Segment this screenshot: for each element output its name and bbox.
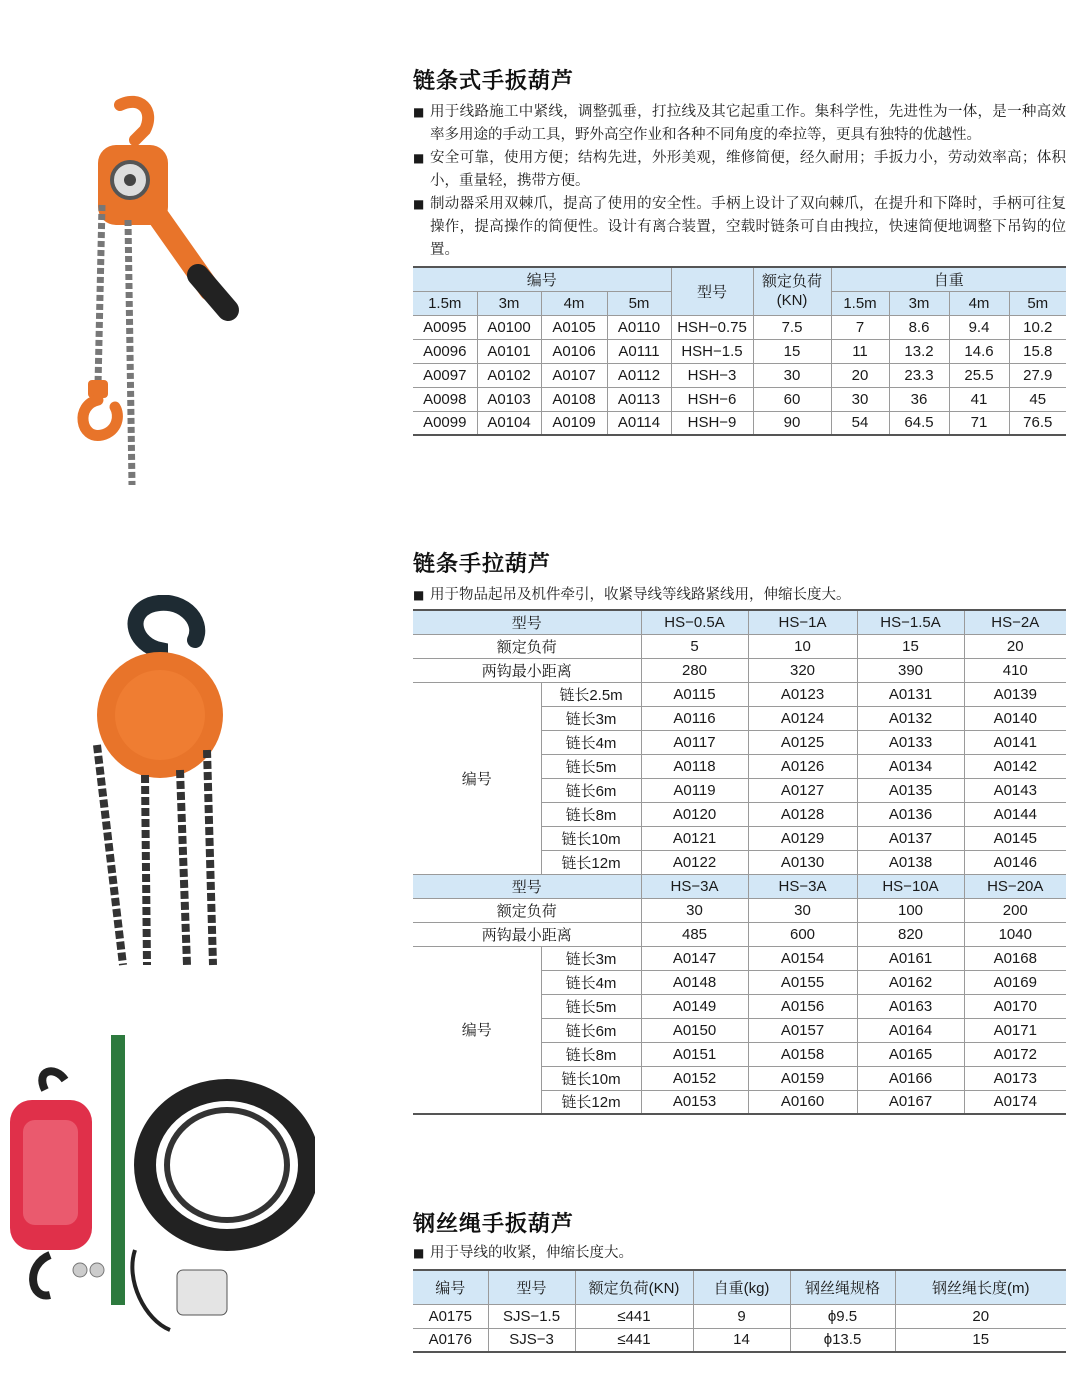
section-title: 钢丝绳手扳葫芦	[413, 1212, 575, 1237]
table-cell: A0110	[607, 315, 671, 339]
table-cell: 45	[1009, 387, 1066, 411]
table-cell: A0147	[641, 946, 748, 970]
chain-length: 链长8m	[541, 1042, 641, 1066]
chain-length: 链长6m	[541, 1018, 641, 1042]
table-cell: A0104	[477, 411, 541, 435]
table-cell: 27.9	[1009, 363, 1066, 387]
table-cell: A0122	[641, 850, 748, 874]
distance-row	[413, 922, 1066, 946]
header-length: 1.5m	[413, 291, 477, 315]
header-length: 3m	[477, 291, 541, 315]
table-cell: A0145	[964, 826, 1066, 850]
table-cell: A0109	[541, 411, 607, 435]
header-cell: 自重(kg)	[693, 1270, 790, 1304]
table-cell: 20	[831, 363, 889, 387]
table-cell: A0124	[748, 706, 857, 730]
header-length: 5m	[1009, 291, 1066, 315]
load-row	[413, 634, 1066, 658]
header-length: 1.5m	[831, 291, 889, 315]
table-cell: A0161	[857, 946, 964, 970]
table-cell: HSH−1.5	[671, 339, 753, 363]
table-row	[413, 363, 1066, 387]
table-row	[413, 1304, 1066, 1328]
table-cell: 13.2	[889, 339, 949, 363]
code-label: 编号	[413, 946, 541, 1114]
table-cell: A0138	[857, 850, 964, 874]
table-cell: A0154	[748, 946, 857, 970]
table-row	[413, 315, 1066, 339]
table-cell: 9	[693, 1304, 790, 1328]
table-cell: 15	[857, 634, 964, 658]
table-cell: A0173	[964, 1066, 1066, 1090]
table-cell: HS−0.5A	[641, 610, 748, 634]
table-cell: A0139	[964, 682, 1066, 706]
table-cell: SJS−1.5	[488, 1304, 575, 1328]
wire-rope-hoist-table	[413, 1269, 1066, 1353]
table-cell: 10.2	[1009, 315, 1066, 339]
lever-hoist-image	[60, 95, 250, 490]
table-cell: 14	[693, 1328, 790, 1352]
chain-length: 链长3m	[541, 706, 641, 730]
table-cell: A0176	[413, 1328, 488, 1352]
table-cell: A0152	[641, 1066, 748, 1090]
table-cell: A0100	[477, 315, 541, 339]
table-cell: A0131	[857, 682, 964, 706]
table-cell: A0143	[964, 778, 1066, 802]
table-cell: 7.5	[753, 315, 831, 339]
table-cell: A0095	[413, 315, 477, 339]
code-row	[413, 946, 1066, 970]
table-cell: A0123	[748, 682, 857, 706]
table-cell: 7	[831, 315, 889, 339]
table-cell: A0172	[964, 1042, 1066, 1066]
table-cell: A0101	[477, 339, 541, 363]
table-cell: A0150	[641, 1018, 748, 1042]
header-length: 4m	[541, 291, 607, 315]
table-cell: A0114	[607, 411, 671, 435]
table-row	[413, 1328, 1066, 1352]
chain-length: 链长12m	[541, 850, 641, 874]
table-row	[413, 387, 1066, 411]
table-cell: A0118	[641, 754, 748, 778]
table-cell: HS−1.5A	[857, 610, 964, 634]
code-row	[413, 682, 1066, 706]
table-cell: A0130	[748, 850, 857, 874]
table-cell: HSH−3	[671, 363, 753, 387]
table-cell: 14.6	[949, 339, 1009, 363]
table-cell: A0167	[857, 1090, 964, 1114]
table-cell: 15	[895, 1328, 1066, 1352]
bullet-text: ■ 用于物品起吊及机件牵引，收紧导线等线路紧线用，伸缩长度大。	[413, 584, 1066, 607]
table-cell: A0132	[857, 706, 964, 730]
wire-rope-hoist-image	[5, 1030, 315, 1345]
header-cell: 钢丝绳规格	[790, 1270, 895, 1304]
chain-hoist-section	[413, 547, 1066, 1115]
table-cell: A0105	[541, 315, 607, 339]
table-cell: 485	[641, 922, 748, 946]
table-cell: A0111	[607, 339, 671, 363]
table-cell: HSH−0.75	[671, 315, 753, 339]
table-cell: 60	[753, 387, 831, 411]
table-cell: A0106	[541, 339, 607, 363]
chain-length: 链长12m	[541, 1090, 641, 1114]
table-cell: A0128	[748, 802, 857, 826]
table-cell: A0170	[964, 994, 1066, 1018]
table-cell: A0119	[641, 778, 748, 802]
table-cell: 30	[748, 898, 857, 922]
header-length: 4m	[949, 291, 1009, 315]
table-cell: A0168	[964, 946, 1066, 970]
load-row	[413, 898, 1066, 922]
table-cell: 71	[949, 411, 1009, 435]
table-cell: A0144	[964, 802, 1066, 826]
table-cell: 9.4	[949, 315, 1009, 339]
chain-hoist-image	[85, 595, 235, 975]
table-row	[413, 339, 1066, 363]
table-cell: A0125	[748, 730, 857, 754]
table-cell: 30	[641, 898, 748, 922]
table-cell: 30	[831, 387, 889, 411]
table-cell: 64.5	[889, 411, 949, 435]
table-cell: 410	[964, 658, 1066, 682]
table-cell: A0141	[964, 730, 1066, 754]
code-label: 编号	[413, 682, 541, 874]
table-cell: A0135	[857, 778, 964, 802]
table-cell: A0096	[413, 339, 477, 363]
table-cell: ϕ9.5	[790, 1304, 895, 1328]
table-cell: A0126	[748, 754, 857, 778]
table-cell: A0134	[857, 754, 964, 778]
chain-length: 链长8m	[541, 802, 641, 826]
table-cell: HS−3A	[748, 874, 857, 898]
table-cell: 8.6	[889, 315, 949, 339]
table-cell: A0153	[641, 1090, 748, 1114]
table-cell: 25.5	[949, 363, 1009, 387]
table-cell: A0159	[748, 1066, 857, 1090]
table-cell: A0162	[857, 970, 964, 994]
table-cell: HS−20A	[964, 874, 1066, 898]
wire-rope-hoist-section	[413, 1207, 1066, 1353]
bullet-text: ■ 用于线路施工中紧线，调整弧垂，打拉线及其它起重工作。集科学性，先进性为一体，是一种高效率多用途的手动工具，野外高空作业和各种不同角度的牵拉等，更具有独特的优越性。	[413, 101, 1066, 147]
table-cell: HS−1A	[748, 610, 857, 634]
table-cell: 15.8	[1009, 339, 1066, 363]
table-cell: A0155	[748, 970, 857, 994]
table-cell: A0148	[641, 970, 748, 994]
table-cell: A0157	[748, 1018, 857, 1042]
bullet-text: ■ 用于导线的收紧，伸缩长度大。	[413, 1242, 1066, 1265]
chain-length: 链长6m	[541, 778, 641, 802]
row-label: 两钩最小距离	[413, 658, 641, 682]
chain-length: 链长4m	[541, 730, 641, 754]
table-cell: 54	[831, 411, 889, 435]
table-cell: 30	[753, 363, 831, 387]
table-cell: A0136	[857, 802, 964, 826]
header-cell: 额定负荷(KN)	[575, 1270, 693, 1304]
model-row	[413, 874, 1066, 898]
lever-hoist-section	[413, 64, 1066, 436]
table-cell: A0097	[413, 363, 477, 387]
bullet-text: ■ 制动器采用双棘爪，提高了使用的安全性。手柄上设计了双向棘爪，在提升和下降时，手柄可往复操作，提高操作的简便性。设计有离合装置，空载时链条可自由拽拉，快速简便地调整下吊钩的位置。	[413, 193, 1066, 262]
section-title: 链条式手扳葫芦	[413, 69, 575, 94]
table-cell: A0149	[641, 994, 748, 1018]
table-cell: ϕ13.5	[790, 1328, 895, 1352]
distance-row	[413, 658, 1066, 682]
row-label: 额定负荷	[413, 898, 641, 922]
chain-length: 链长5m	[541, 994, 641, 1018]
table-cell: A0166	[857, 1066, 964, 1090]
table-cell: A0120	[641, 802, 748, 826]
table-cell: ≤441	[575, 1304, 693, 1328]
table-cell: A0098	[413, 387, 477, 411]
table-cell: A0171	[964, 1018, 1066, 1042]
table-cell: A0121	[641, 826, 748, 850]
table-cell: 20	[964, 634, 1066, 658]
chain-length: 链长3m	[541, 946, 641, 970]
table-cell: HS−3A	[641, 874, 748, 898]
table-cell: HSH−9	[671, 411, 753, 435]
table-cell: HS−2A	[964, 610, 1066, 634]
table-cell: 820	[857, 922, 964, 946]
table-cell: A0127	[748, 778, 857, 802]
table-cell: ≤441	[575, 1328, 693, 1352]
table-cell: A0165	[857, 1042, 964, 1066]
chain-hoist-table	[413, 609, 1066, 1115]
header-length: 3m	[889, 291, 949, 315]
table-cell: A0146	[964, 850, 1066, 874]
table-cell: 320	[748, 658, 857, 682]
table-cell: 90	[753, 411, 831, 435]
table-cell: A0117	[641, 730, 748, 754]
table-cell: 1040	[964, 922, 1066, 946]
table-cell: SJS−3	[488, 1328, 575, 1352]
table-cell: HSH−6	[671, 387, 753, 411]
table-cell: A0140	[964, 706, 1066, 730]
table-cell: A0103	[477, 387, 541, 411]
row-label: 额定负荷	[413, 634, 641, 658]
table-cell: A0133	[857, 730, 964, 754]
table-cell: A0160	[748, 1090, 857, 1114]
table-cell: 11	[831, 339, 889, 363]
table-cell: A0164	[857, 1018, 964, 1042]
table-cell: 5	[641, 634, 748, 658]
header-cell: 型号	[488, 1270, 575, 1304]
table-cell: A0129	[748, 826, 857, 850]
table-cell: 100	[857, 898, 964, 922]
table-cell: A0163	[857, 994, 964, 1018]
table-cell: 41	[949, 387, 1009, 411]
table-cell: A0156	[748, 994, 857, 1018]
table-cell: A0107	[541, 363, 607, 387]
header-model: 型号	[671, 267, 753, 315]
header-load: 额定负荷(KN)	[753, 267, 831, 315]
row-label: 两钩最小距离	[413, 922, 641, 946]
table-cell: A0112	[607, 363, 671, 387]
header-length: 5m	[607, 291, 671, 315]
table-cell: 280	[641, 658, 748, 682]
chain-length: 链长10m	[541, 826, 641, 850]
header-cell: 钢丝绳长度(m)	[895, 1270, 1066, 1304]
table-cell: A0158	[748, 1042, 857, 1066]
table-cell: 20	[895, 1304, 1066, 1328]
row-label: 型号	[413, 610, 641, 634]
table-cell: 23.3	[889, 363, 949, 387]
table-cell: 390	[857, 658, 964, 682]
header-code: 编号	[413, 267, 671, 291]
chain-length: 链长2.5m	[541, 682, 641, 706]
table-cell: A0102	[477, 363, 541, 387]
chain-length: 链长5m	[541, 754, 641, 778]
table-cell: HS−10A	[857, 874, 964, 898]
table-cell: A0113	[607, 387, 671, 411]
lever-hoist-table	[413, 266, 1066, 436]
table-cell: A0108	[541, 387, 607, 411]
table-cell: A0151	[641, 1042, 748, 1066]
row-label: 型号	[413, 874, 641, 898]
table-cell: A0169	[964, 970, 1066, 994]
model-row	[413, 610, 1066, 634]
table-row	[413, 411, 1066, 435]
section-title: 链条手拉葫芦	[413, 552, 552, 577]
table-cell: A0174	[964, 1090, 1066, 1114]
table-cell: A0115	[641, 682, 748, 706]
table-cell: 10	[748, 634, 857, 658]
chain-length: 链长4m	[541, 970, 641, 994]
table-cell: 36	[889, 387, 949, 411]
table-cell: A0116	[641, 706, 748, 730]
table-cell: A0175	[413, 1304, 488, 1328]
chain-length: 链长10m	[541, 1066, 641, 1090]
table-cell: A0099	[413, 411, 477, 435]
table-cell: 600	[748, 922, 857, 946]
table-cell: A0137	[857, 826, 964, 850]
table-cell: A0142	[964, 754, 1066, 778]
table-cell: 76.5	[1009, 411, 1066, 435]
table-cell: 15	[753, 339, 831, 363]
bullet-text: ■ 安全可靠，使用方便；结构先进，外形美观，维修简便，经久耐用；手扳力小，劳动效率高；体积小，重量轻，携带方便。	[413, 147, 1066, 193]
header-cell: 编号	[413, 1270, 488, 1304]
table-cell: 200	[964, 898, 1066, 922]
header-weight: 自重	[831, 267, 1066, 291]
